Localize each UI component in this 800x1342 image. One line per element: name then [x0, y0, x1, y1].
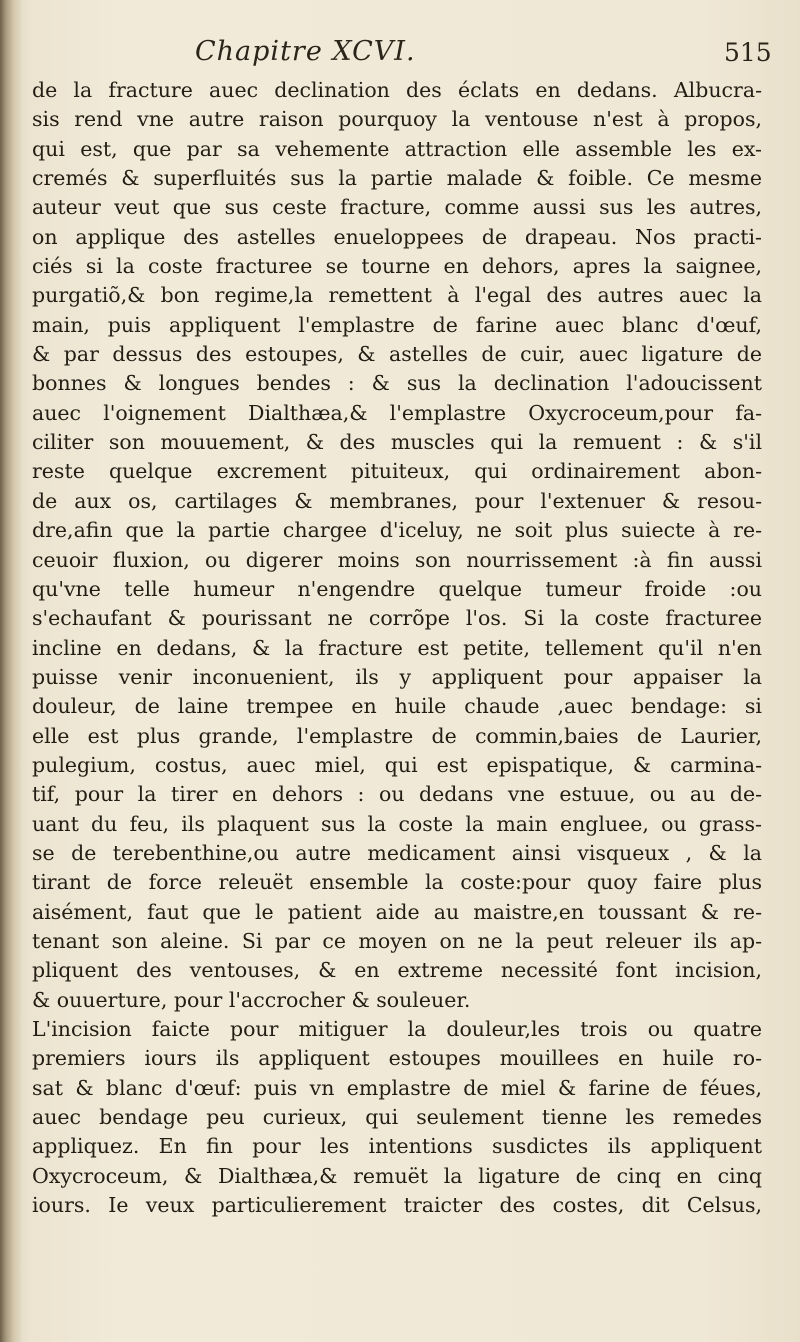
text-line: sis rend vne autre raison pourquoy la ventouse n'est à propos, [32, 107, 762, 132]
text-line: s'echaufant & pourissant ne corrõpe l'os. Si la coste fracturee [32, 606, 762, 631]
text-line: ciés si la coste fracturee se tourne en dehors, apres la saignee, [32, 254, 762, 279]
text-line: puisse venir inconuenient, ils y appliquent pour appaiser la [32, 664, 762, 689]
text-line: ciliter son mouuement, & des muscles qui la remuent : & s'il [32, 430, 762, 455]
page-number: 515 [724, 38, 772, 67]
text-line: pulegium, costus, auec miel, qui est epispatique, & carmina- [32, 752, 762, 777]
text-line: reste quelque excrement pituiteux, qui ordinairement abon- [32, 459, 762, 484]
text-line: douleur, de laine trempee en huile chaude ,auec bendage: si [32, 694, 762, 719]
text-line: on applique des astelles enueloppees de drapeau. Nos practi- [32, 224, 762, 249]
text-line: tif, pour la tirer en dehors : ou dedans vne estuue, ou au de- [32, 782, 762, 807]
text-line: main, puis appliquent l'emplastre de farine auec blanc d'œuf, [32, 312, 762, 337]
text-line: cremés & superfluités sus la partie malade & foible. Ce mesme [32, 166, 762, 191]
text-line: L'incision faicte pour mitiguer la douleur,les trois ou quatre [32, 1017, 762, 1041]
text-line: ceuoir fluxion, ou digerer moins son nourrissement :à fin aussi [32, 547, 762, 572]
text-line: sat & blanc d'œuf: puis vn emplastre de miel & farine de féues, [32, 1075, 762, 1100]
text-line: auteur veut que sus ceste fracture, comme aussi sus les autres, [32, 195, 762, 220]
text-line: bonnes & longues bendes : & sus la declination l'adoucissent [32, 371, 762, 396]
running-title: Chapitre XCVI. [195, 36, 416, 67]
text-line: tenant son aleine. Si par ce moyen on ne la peut releuer ils ap- [32, 928, 762, 953]
text-line: qu'vne telle humeur n'engendre quelque tumeur froide :ou [32, 576, 762, 601]
text-line: pliquent des ventouses, & en extreme necessité font incision, [32, 958, 762, 983]
body-text [32, 76, 762, 1220]
text-line: premiers iours ils appliquent estoupes mouillees en huile ro- [32, 1046, 762, 1071]
text-line: iours. Ie veux particulierement traicter des costes, dit Celsus, [32, 1193, 762, 1218]
text-line: & par dessus des estoupes, & astelles de cuir, auec ligature de [32, 342, 762, 367]
text-line: dre,afin que la partie chargee d'iceluy, ne soit plus suiecte à re- [32, 518, 762, 543]
text-line: tirant de force releuët ensemble la coste:pour quoy faire plus [32, 870, 762, 895]
text-line: elle est plus grande, l'emplastre de commin,baies de Laurier, [32, 723, 762, 748]
text-line: uant du feu, ils plaquent sus la coste la main engluee, ou grass- [32, 811, 762, 836]
text-line: auec bendage peu curieux, qui seulement tienne les remedes [32, 1105, 762, 1130]
text-line: Oxycroceum, & Dialthæa,& remuët la ligature de cinq en cinq [32, 1163, 762, 1188]
text-line: purgatiõ,& bon regime,la remettent à l'egal des autres auec la [32, 283, 762, 308]
text-line: aisément, faut que le patient aide au maistre,en toussant & re- [32, 899, 762, 924]
page-header [0, 36, 800, 76]
text-line: incline en dedans, & la fracture est petite, tellement qu'il n'en [32, 635, 762, 660]
binding-gutter [0, 0, 22, 1342]
text-line: appliquez. En fin pour les intentions susdictes ils appliquent [32, 1134, 762, 1159]
text-line: de la fracture auec declination des éclats en dedans. Albucra- [32, 78, 762, 102]
text-line: se de terebenthine,ou autre medicament ainsi visqueux , & la [32, 840, 762, 865]
text-line: de aux os, cartilages & membranes, pour l'extenuer & resou- [32, 488, 762, 513]
text-line: qui est, que par sa vehemente attraction elle assemble les ex- [32, 136, 762, 161]
text-line: & ouuerture, pour l'accrocher & souleuer. [32, 987, 471, 1012]
text-line: auec l'oignement Dialthæa,& l'emplastre Oxycroceum,pour fa- [32, 400, 762, 425]
